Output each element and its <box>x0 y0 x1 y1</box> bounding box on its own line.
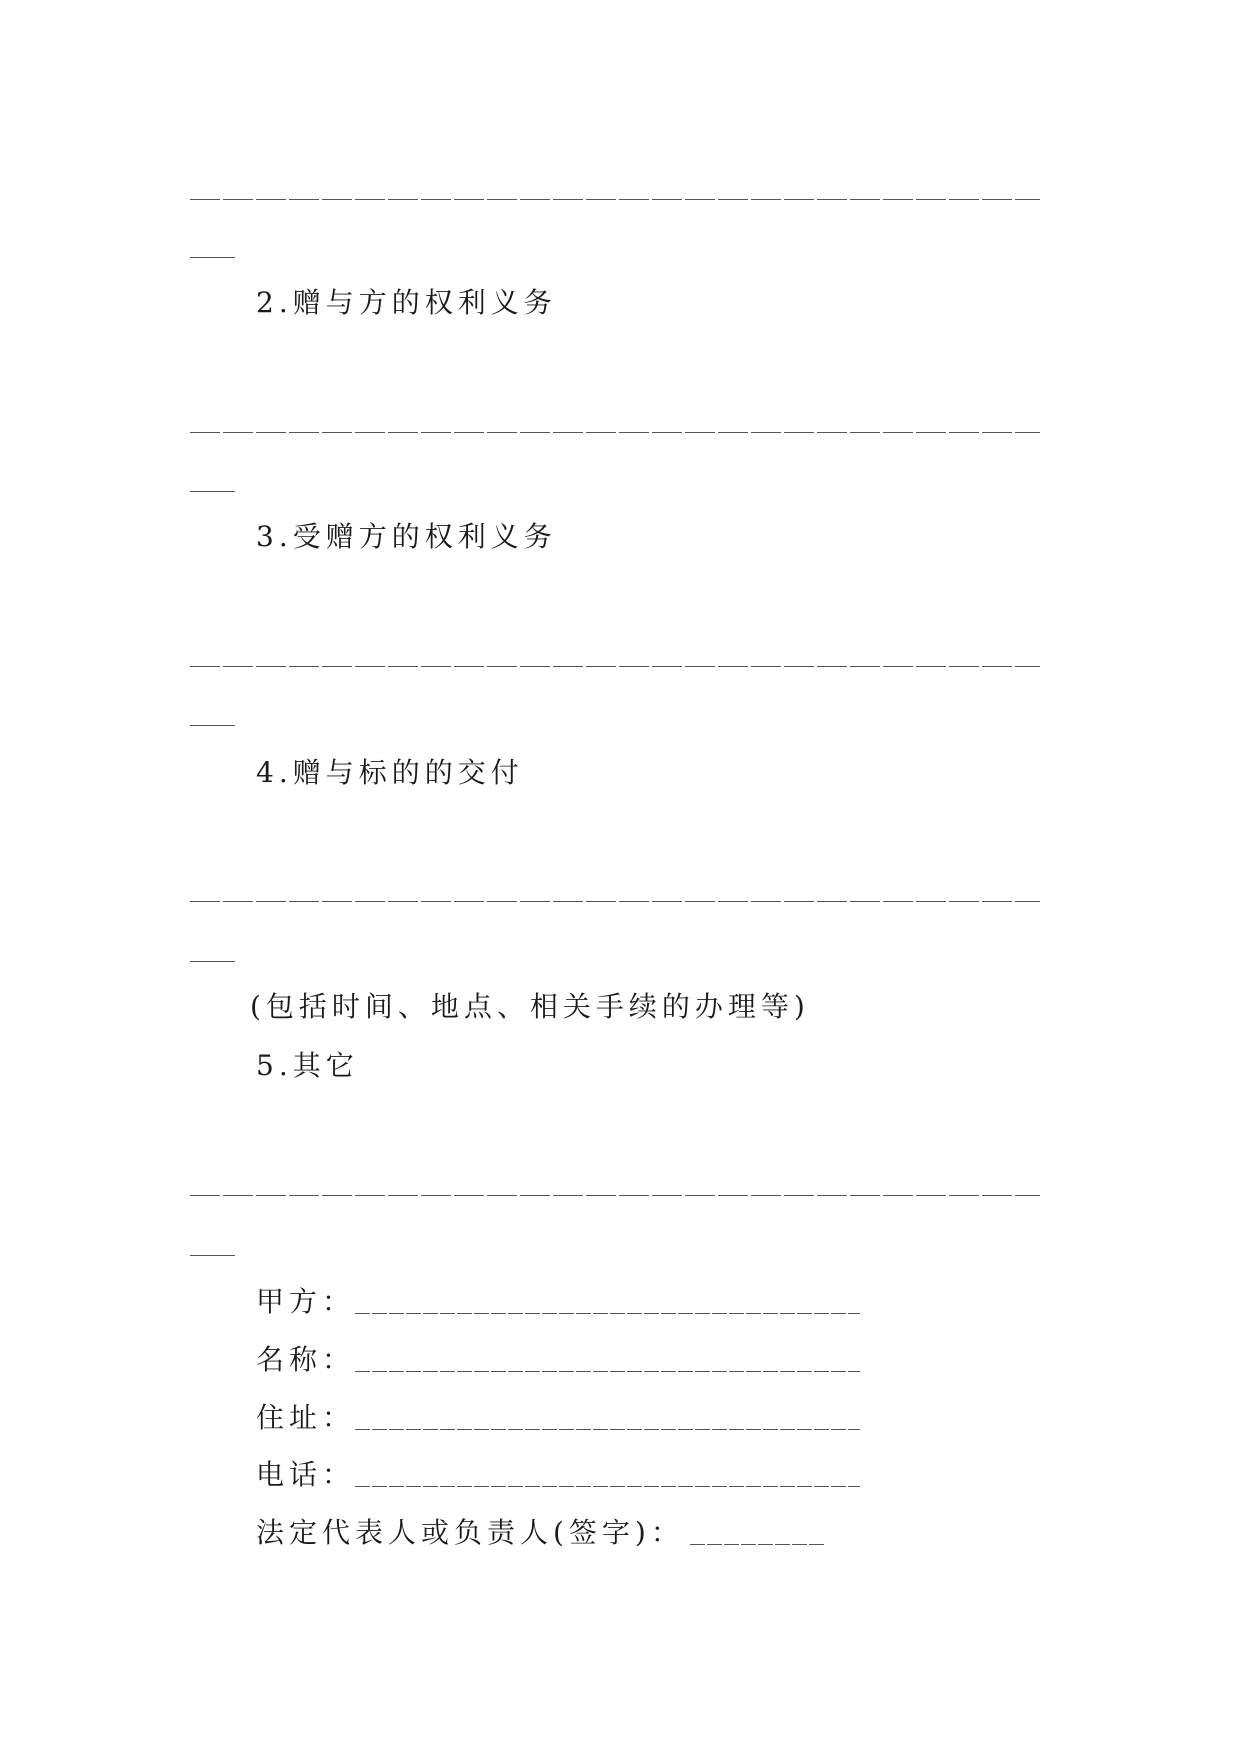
clause-donor-rights-heading: 2.赠与方的权利义务 <box>256 286 557 319</box>
signature-field-line <box>690 1544 825 1545</box>
blank-fill-line <box>190 199 1040 200</box>
name-label: 名称： <box>256 1343 356 1376</box>
blank-fill-line <box>190 1195 1040 1196</box>
clause-donee-rights-heading: 3.受赠方的权利义务 <box>256 520 557 553</box>
address-label: 住址： <box>256 1401 356 1434</box>
party-a-label: 甲方： <box>256 1285 356 1318</box>
blank-fill-line <box>190 432 1040 433</box>
blank-fill-line-tail <box>190 1255 235 1256</box>
blank-fill-line-tail <box>190 961 235 962</box>
blank-fill-line-tail <box>190 725 235 726</box>
blank-fill-line <box>190 666 1040 667</box>
blank-fill-line <box>190 901 1040 902</box>
legal-representative-label: 法定代表人或负责人(签字)： <box>256 1516 684 1549</box>
blank-fill-line-tail <box>190 491 235 492</box>
address-field-line <box>355 1429 860 1430</box>
clause-delivery-heading: 4.赠与标的的交付 <box>256 756 524 789</box>
phone-field-line <box>355 1486 860 1487</box>
clause-other-heading: 5.其它 <box>256 1049 359 1082</box>
clause-delivery-note: (包括时间、地点、相关手续的办理等) <box>250 990 810 1023</box>
blank-fill-line-tail <box>190 257 235 258</box>
party-a-field-line <box>355 1313 860 1314</box>
phone-label: 电话： <box>256 1458 356 1491</box>
name-field-line <box>355 1371 860 1372</box>
